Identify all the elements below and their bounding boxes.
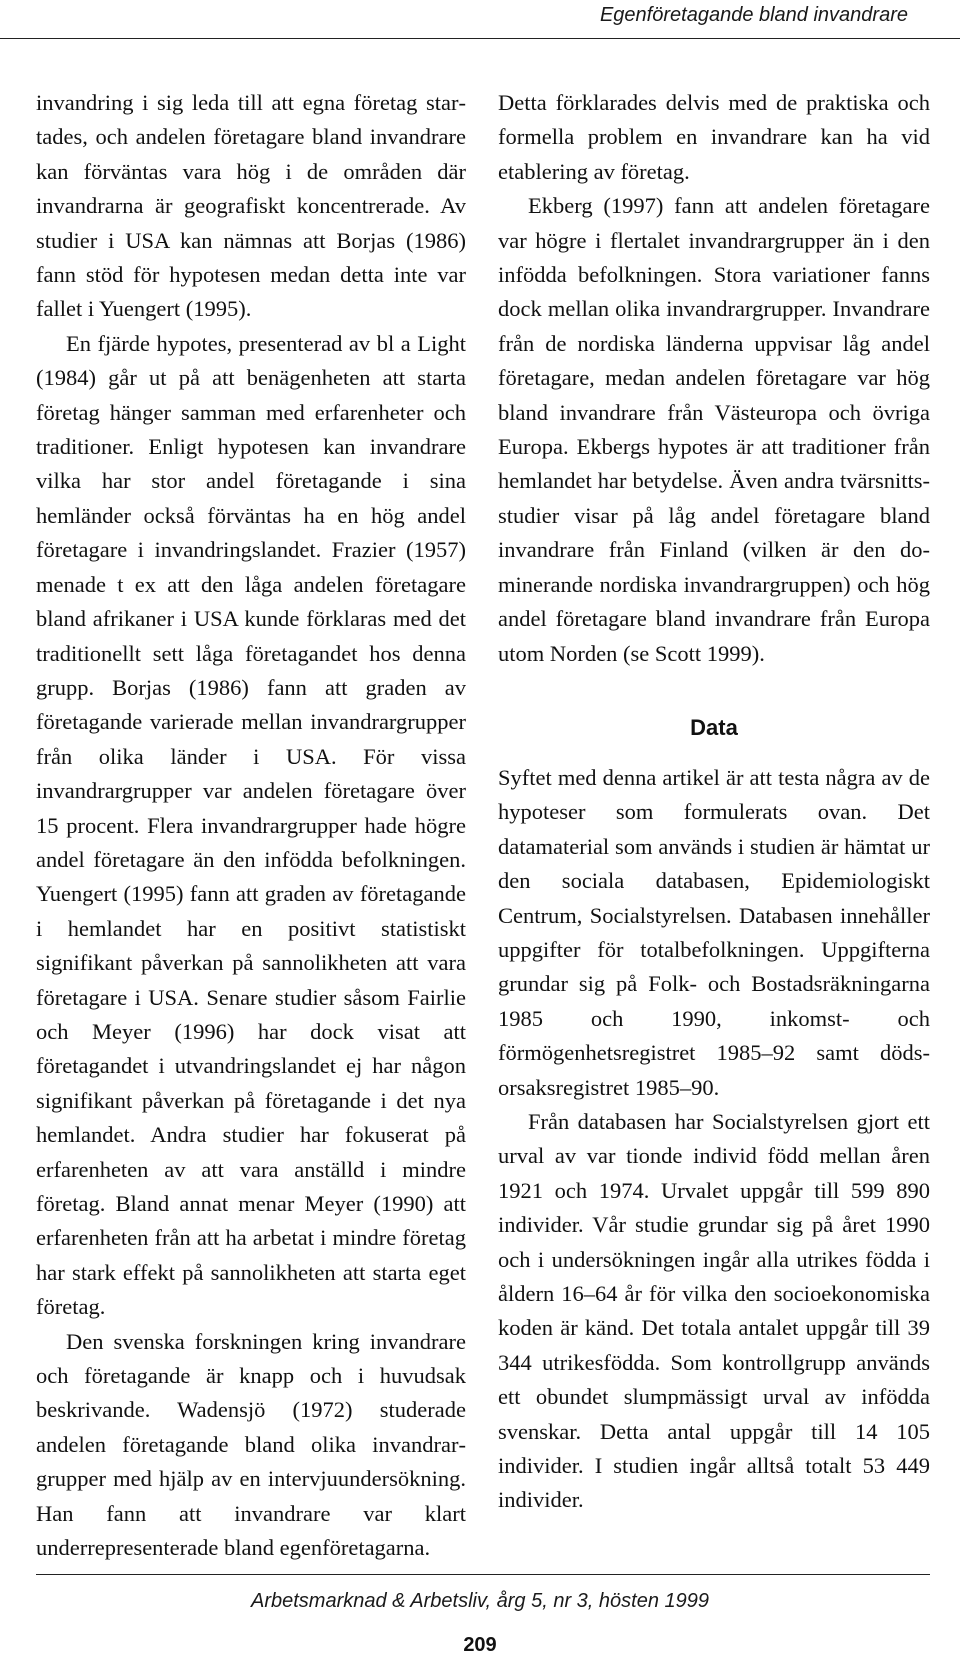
footer-journal-citation: Arbetsmarknad & Arbetsliv, årg 5, nr 3, hösten 1999 (250, 1590, 710, 1612)
left-text-column (36, 86, 466, 1565)
body-paragraph: Ekberg (1997) fann att andelen företagare var högre i flertalet invandrargrupper än i den infödda befolkningen. Stora variationer fanns dock mellan olika invandrargrupper. Invandrare från de nordiska länderna uppvisar låg andel företagare, medan andelen företagare var hög bland invandrare från Västeuropa och övriga Europa. Ekbergs hypotes är att traditioner från hemlandet har betydelse. Även andra tvärsnittsstudier visar på låg andel företagare bland invandrare från Finland (vilken är den dominerande nordiska invandrargruppen) och hög andel företagare bland invandrare från Europa utom Norden (se Scott 1999). (498, 193, 930, 666)
footer-divider (36, 1574, 930, 1575)
body-paragraph: invandring i sig leda till att egna företag startades, och andelen företagare bland invandrare kan förväntas vara hög i de områden där invandrarna är geografiskt koncentrerade. Av studier i USA kan nämnas att Borjas (1986) fann stöd för hypotesen medan detta inte var fallet i Yuengert (1995). (36, 90, 466, 322)
page-number: 209 (463, 1634, 497, 1656)
body-paragraph: Från databasen har Socialstyrelsen gjort ett urval av var tionde individ född mellan åren 1921 och 1974. Urvalet uppgår till 599 890 individer. Vår studie grundar sig på året 1990 och i undersökningen ingår alla utrikes födda i åldern 16–64 år för vilka den socioekonomiska koden är känd. Det totala antalet uppgår till 39 344 utrikesfödda. Som kontrollgrupp används ett obundet slumpmässigt urval av infödda svenskar. Detta antal uppgår till 14 105 individer. I studien ingår alltså totalt 53 449 individer. (498, 1108, 930, 1513)
running-header-title: Egenföretagande bland invandrare (599, 4, 908, 26)
right-text-column (498, 86, 930, 1518)
body-paragraph: Den svenska forskningen kring invandrare och företagande är knapp och i huvudsak beskrivande. Wadensjö (1972) studerade andelen företagande bland olika invandrargrupper med hjälp av en intervjuundersökning. Han fann att invandrare var klart underrepresenterade bland egenföretagarna. (36, 1328, 466, 1561)
section-heading-data: Data (690, 714, 738, 740)
body-paragraph: En fjärde hypotes, presenterad av bl a Light (1984) går ut på att benägenheten att starta företag hänger samman med erfarenheter och traditioner. Enligt hypotesen kan invandrare vilka har stor andel företagande i sina hemländer också förväntas ha en hög andel företagare i invandringslandet. Frazier (1957) menade t ex att den låga andelen företagare bland afrikaner i USA kunde förklaras med det traditionellt sett låga företagandet hos denna grupp. Borjas (1986) fann att graden av företagande varierade mellan invandrargrupper från olika länder i USA. För vissa invandrargrupper var andelen företagare över 15 procent. Flera invandrargrupper hade högre andel företagare än den infödda befolkningen. Yuengert (1995) fann att graden av företagande i hemlandet har en positivt statistiskt signifikant påverkan på sannolikheten att vara företagare i USA. Senare studier såsom Fairlie och Meyer (1996) har dock visat att företagandet i utvandringslandet ej har någon signifikant påverkan på företagande i det nya hemlandet. Andra studier har fokuserat på erfarenheten av att vara anställd i mindre företag. Bland annat menar Meyer (1990) att erfarenheten från att ha arbetat i mindre företag har stark effekt på sannolikheten att starta eget företag. (36, 330, 466, 1320)
header-divider (0, 38, 960, 39)
body-paragraph: Syftet med denna artikel är att testa några av de hypoteser som formulerats ovan. Det datamaterial som används i studien är hämtat ur den sociala databasen, Epidemiologiskt Centrum, Socialstyrelsen. Databasen innehåller uppgifter för totalbefolkningen. Uppgifterna grundar sig på Folk- och Bostadsräkningarna 1985 och 1990, inkomst- och förmögenhetsregistret 1985–92 samt dödsorsaksregistret 1985–90. (498, 764, 930, 1100)
body-paragraph: Detta förklarades delvis med de praktiska och formella problem en invandrare kan ha vid etablering av företag. (498, 90, 930, 184)
